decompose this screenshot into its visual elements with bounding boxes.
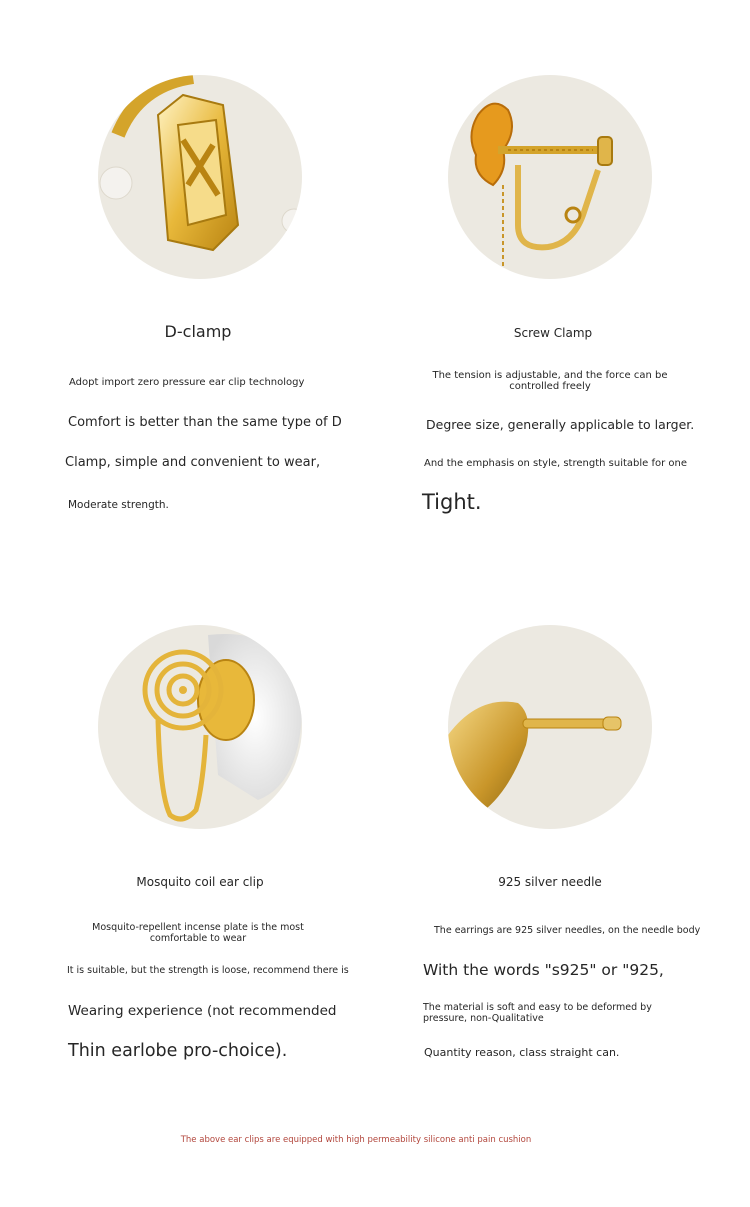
product-title: Mosquito coil ear clip: [136, 875, 264, 889]
product-description-line: With the words "s925" or "925,: [423, 961, 664, 979]
mosquito-coil-clip-image: [98, 625, 302, 829]
product-description-line: Mosquito-repellent incense plate is the most comfortable to wear: [92, 922, 304, 944]
screw-clamp-image: [448, 75, 652, 279]
d-clamp-image: [98, 75, 302, 279]
product-description-line: Moderate strength.: [68, 499, 169, 511]
product-description-line: Wearing experience (not recommended: [68, 1003, 337, 1019]
silver-needle-image: [448, 625, 652, 829]
product-description-line: The earrings are 925 silver needles, on the needle body: [434, 925, 701, 936]
product-description-line: The material is soft and easy to be deformed by pressure, non-Qualitative: [423, 1002, 652, 1024]
product-description-line: And the emphasis on style, strength suitable for one: [424, 458, 688, 469]
product-description-line: The tension is adjustable, and the force can be controlled freely: [432, 370, 668, 392]
product-title: 925 silver needle: [498, 875, 602, 889]
product-description-line: Thin earlobe pro-choice).: [68, 1041, 288, 1061]
product-title: D-clamp: [164, 322, 232, 341]
product-title: Screw Clamp: [513, 326, 593, 340]
footer-note: The above ear clips are equipped with high permeability silicone anti pain cushion: [180, 1135, 532, 1145]
product-description-line: Tight.: [422, 490, 482, 514]
product-description-line: Comfort is better than the same type of D: [68, 415, 342, 430]
product-description-line: Clamp, simple and convenient to wear,: [65, 455, 321, 470]
product-description-line: Quantity reason, class straight can.: [424, 1046, 620, 1059]
product-description-line: Adopt import zero pressure ear clip technology: [69, 377, 305, 388]
product-description-line: It is suitable, but the strength is loose, recommend there is: [67, 965, 349, 976]
product-description-line: Degree size, generally applicable to larger.: [426, 417, 695, 432]
